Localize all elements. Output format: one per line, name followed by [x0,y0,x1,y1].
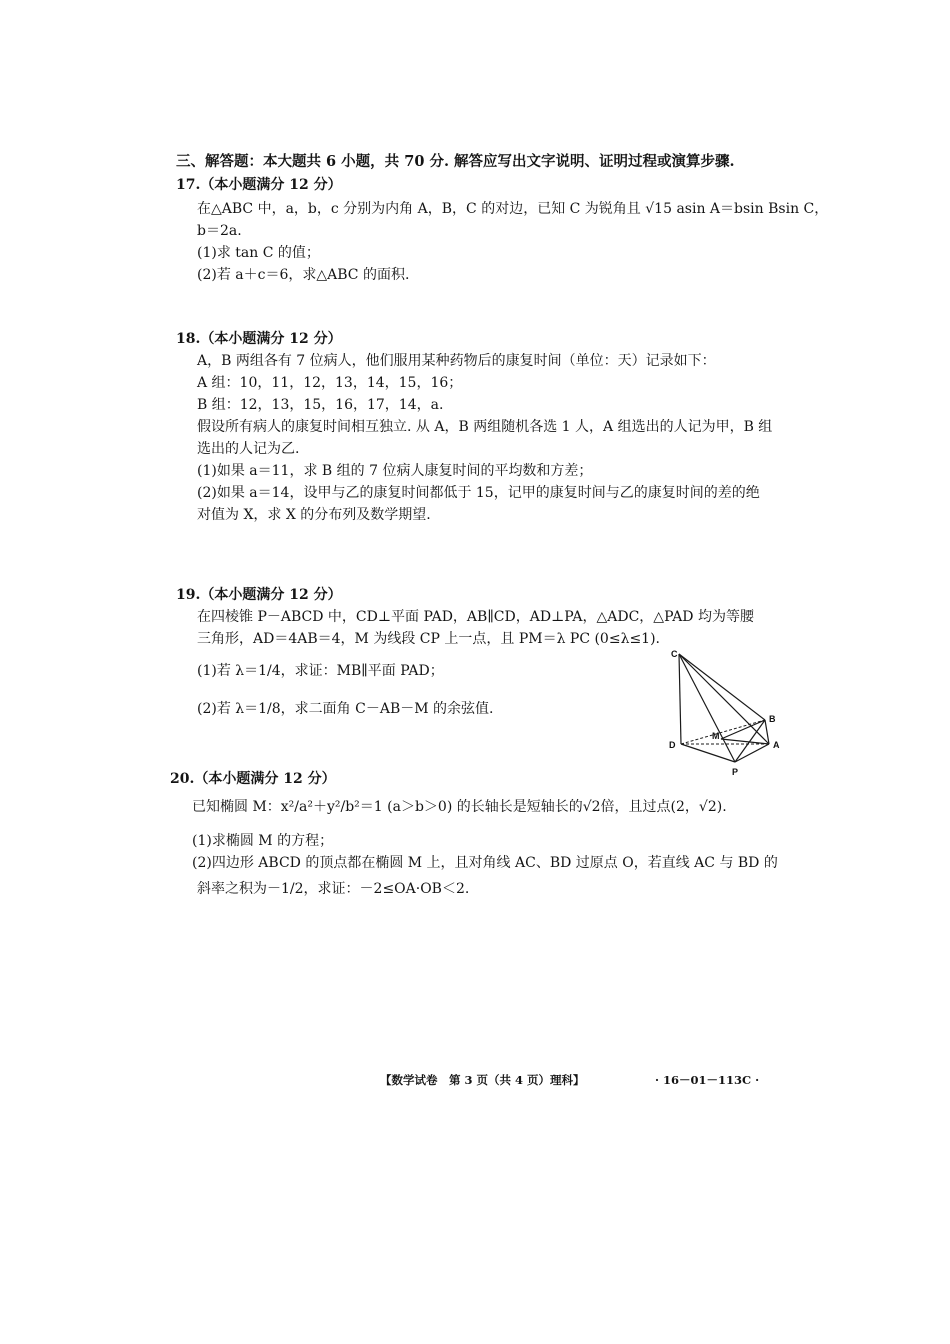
q19-text-line2: 三角形，AD＝4AB＝4，M 为线段 CP 上一点，且 PM＝λ PC (0≤λ≤1). [197,631,660,647]
page-footer-info: 【数学试卷 第 3 页（共 4 页）理科】 [380,1073,585,1087]
q20-text-line1: 已知椭圆 M：x²/a²＋y²/b²＝1 (a＞b＞0) 的长轴长是短轴长的√2倍，且过点(2，√2). [192,799,727,815]
q20-part2-line1: (2)四边形 ABCD 的顶点都在椭圆 M 上，且对角线 AC、BD 过原点 O，若直线 AC 与 BD 的 [192,855,778,871]
q17-part2: (2)若 a＋c＝6，求△ABC 的面积. [197,267,410,283]
q17-part1: (1)求 tan C 的值； [197,245,320,261]
figure-label-M: M [712,731,720,741]
q19-part2: (2)若 λ＝1/8，求二面角 C－AB－M 的余弦值. [197,701,494,717]
edge-PA [735,744,769,762]
section-heading: 三、解答题：本大题共 6 小题，共 70 分. 解答应写出文字说明、证明过程或演算步骤. [176,153,735,170]
q17-text-line1: 在△ABC 中，a，b，c 分别为内角 A，B，C 的对边，已知 C 为锐角且 √15 asin A＝bsin Bsin C， [197,201,829,217]
hidden-edge-DB [681,720,765,744]
q17-text-line2: b＝2a. [197,223,242,239]
q18-text-line1: A，B 两组各有 7 位病人，他们服用某种药物后的康复时间（单位：天）记录如下： [197,353,716,369]
segment-MA [721,739,769,744]
q18-part2-line1: (2)如果 a＝14，设甲与乙的康复时间都低于 15，记甲的康复时间与乙的康复时间的差的绝 [197,485,760,501]
q19-part1: (1)若 λ＝1/4，求证：MB∥平面 PAD； [197,663,444,679]
q18-heading: 18.（本小题满分 12 分） [176,331,342,347]
q17-heading: 17.（本小题满分 12 分） [176,177,342,193]
q18-text-line2: A 组：10，11，12，13，14，15，16； [197,375,463,391]
q18-text-line4: 假设所有病人的康复时间相互独立. 从 A，B 两组随机各选 1 人，A 组选出的人记为甲，B 组 [197,419,773,435]
figure-label-C: C [671,649,678,659]
q18-part1: (1)如果 a＝11，求 B 组的 7 位病人康复时间的平均数和方差； [197,463,593,479]
figure-label-P: P [732,767,739,777]
edge-CB [679,654,765,720]
q18-part2-line2: 对值为 X，求 X 的分布列及数学期望. [197,507,431,523]
page-footer-code: · 16－01－113C · [655,1073,760,1087]
q20-heading: 20.（本小题满分 12 分） [170,771,336,787]
q18-text-line3: B 组：12，13，15，16，17，14，a. [197,397,444,413]
figure-label-B: B [769,714,776,724]
q19-heading: 19.（本小题满分 12 分） [176,587,342,603]
figure-label-D: D [669,740,676,750]
q20-part1: (1)求椭圆 M 的方程； [192,833,334,849]
pyramid-figure [665,648,785,780]
edge-CA [679,654,769,744]
q19-text-line1: 在四棱锥 P－ABCD 中，CD⊥平面 PAD，AB∥CD，AD⊥PA，△ADC，△PAD 均为等腰 [197,609,754,625]
figure-label-A: A [773,740,780,750]
edge-CD [679,654,681,744]
q18-text-line5: 选出的人记为乙. [197,441,300,457]
q20-part2-line2: 斜率之积为－1/2，求证：－2≤OA·OB＜2. [197,881,470,897]
